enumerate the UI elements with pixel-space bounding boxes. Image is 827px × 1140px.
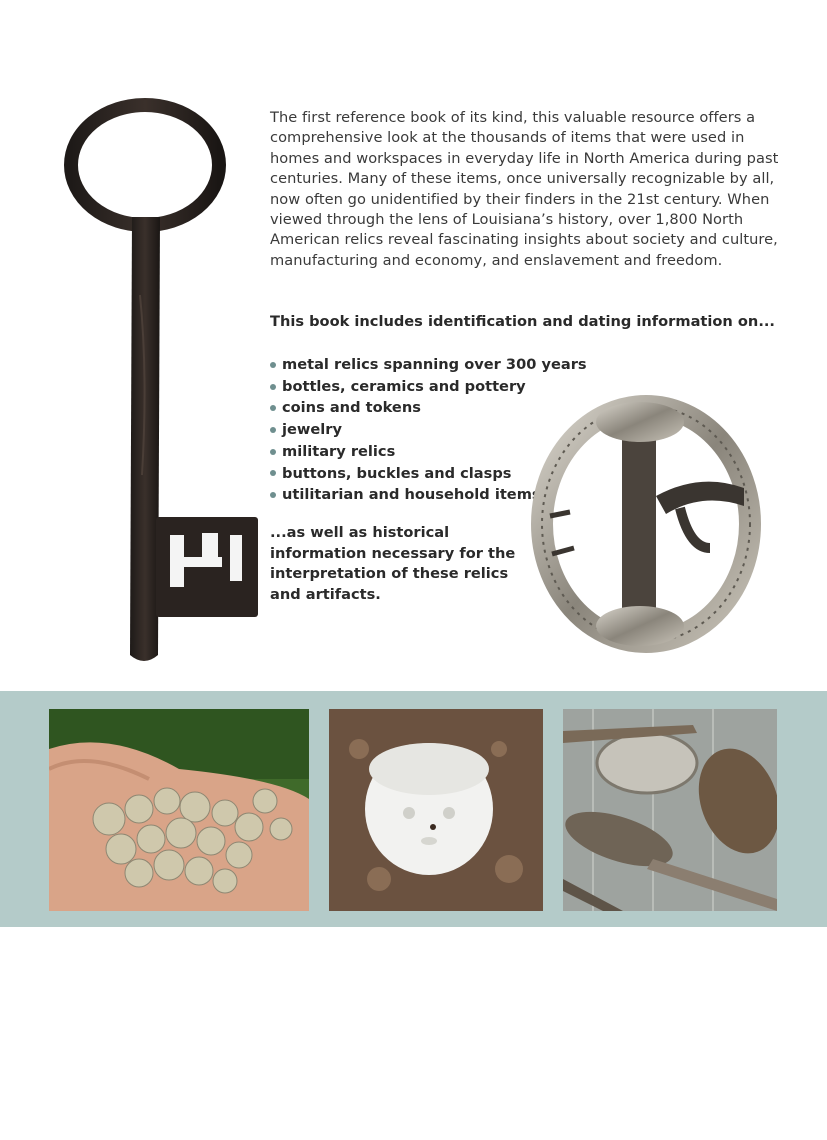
list-item: military relics [270, 441, 587, 463]
old-spoons-photo [563, 709, 777, 911]
bullet-icon [270, 470, 276, 476]
photo-band [0, 691, 827, 927]
bullet-icon [270, 449, 276, 455]
list-item: jewelry [270, 419, 587, 441]
intro-paragraph: The first reference book of its kind, this valuable resource offers a comprehensive look at the thousands of items that were used in homes and workspaces in everyday life in North America during past centuries. Many of these items, once universally recognizable by all, now often go unidentified by their finders in the 21st century. When viewed through the lens of Louisiana’s history, over 1,800 North American relics reveal fascinating insights about society and culture, manufacturing and economy, and enslavement and freedom. [270, 109, 779, 269]
silver-buckle-photo [530, 388, 762, 660]
iron-key-photo [52, 95, 264, 673]
bullet-icon [270, 405, 276, 411]
list-item: coins and tokens [270, 397, 587, 419]
bullet-icon [270, 384, 276, 390]
closing-paragraph: ...as well as historical information necessary for the interpretation of these relics and artifacts. [270, 524, 516, 603]
list-item: utilitarian and household items [270, 484, 587, 506]
includes-heading: This book includes identification and dating information on... [270, 313, 775, 330]
list-item: bottles, ceramics and pottery [270, 376, 587, 398]
bullet-icon [270, 427, 276, 433]
musket-balls-photo [49, 709, 309, 911]
description-block [270, 108, 780, 603]
list-item: buttons, buckles and clasps [270, 463, 587, 485]
list-item: metal relics spanning over 300 years [270, 354, 587, 376]
porcelain-doll-head-photo [329, 709, 543, 911]
bullet-icon [270, 362, 276, 368]
bullet-icon [270, 492, 276, 498]
